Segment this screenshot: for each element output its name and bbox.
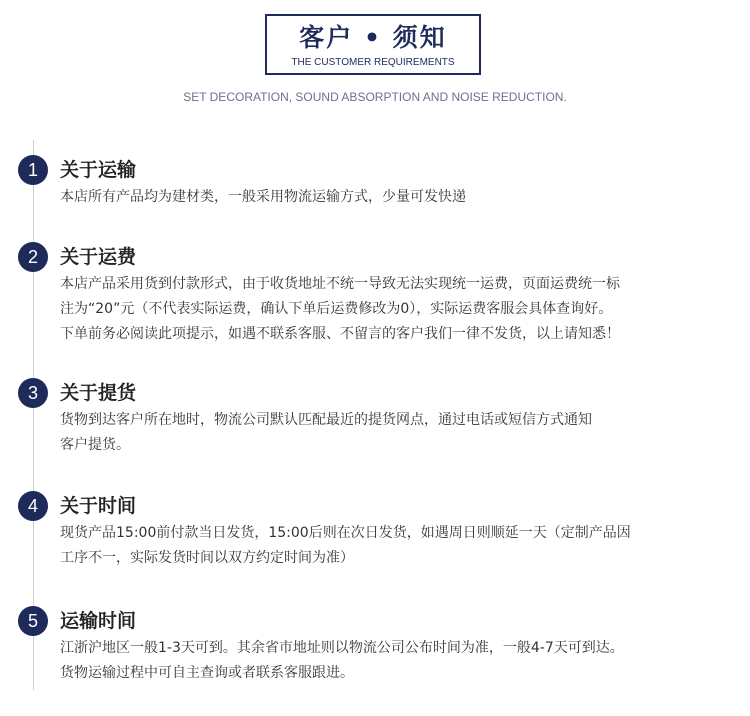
section-body [60,521,700,571]
section-text-line: 工序不一，实际发货时间以双方约定时间为准） [60,550,354,566]
section-body [60,272,700,347]
section-text-line: 现货产品15:00前付款当日发货，15:00后则在次日发货，如遇周日则顺延一天（定制产品因 [60,525,631,541]
section-text-line: 货物运输过程中可自主查询或者联系客服跟进。 [60,665,354,681]
section-body [60,408,700,458]
section-text-line: 本店所有产品均为建材类，一般采用物流运输方式，少量可发快递 [60,189,466,205]
tagline: SET DECORATION, SOUND ABSORPTION AND NOISE REDUCTION. [183,90,567,104]
section-title: 关于时间 [60,495,137,517]
section-number-badge: 2 [18,242,48,272]
section-text-line: 下单前务必阅读此项提示，如遇不联系客服、不留言的客户我们一律不发货，以上请知悉！ [60,326,620,342]
section-body [60,185,700,210]
section-title: 关于运输 [60,159,137,181]
section-number-badge: 1 [18,155,48,185]
header-box [265,14,481,75]
section-body [60,636,700,686]
section-text-line: 货物到达客户所在地时，物流公司默认匹配最近的提货网点，通过电话或短信方式通知 [60,412,592,428]
section-text-line: 注为“20”元（不代表实际运费，确认下单后运费修改为0），实际运费客服会具体查询好。 [60,301,613,317]
section-number-badge: 4 [18,491,48,521]
section-title: 关于运费 [60,246,137,268]
section-title: 运输时间 [60,610,137,632]
page-subtitle: THE CUSTOMER REQUIREMENTS [291,57,455,68]
section-text-line: 本店产品采用货到付款形式，由于收货地址不统一导致无法实现统一运费，页面运费统一标 [60,276,620,292]
section-title: 关于提货 [60,382,137,404]
page-title: 客户 • 须知 [299,23,447,52]
section-text-line: 江浙沪地区一般1-3天可到。其余省市地址则以物流公司公布时间为准，一般4-7天可到达。 [60,640,624,656]
section-number-badge: 3 [18,378,48,408]
section-number-badge: 5 [18,606,48,636]
section-text-line: 客户提货。 [60,437,130,453]
